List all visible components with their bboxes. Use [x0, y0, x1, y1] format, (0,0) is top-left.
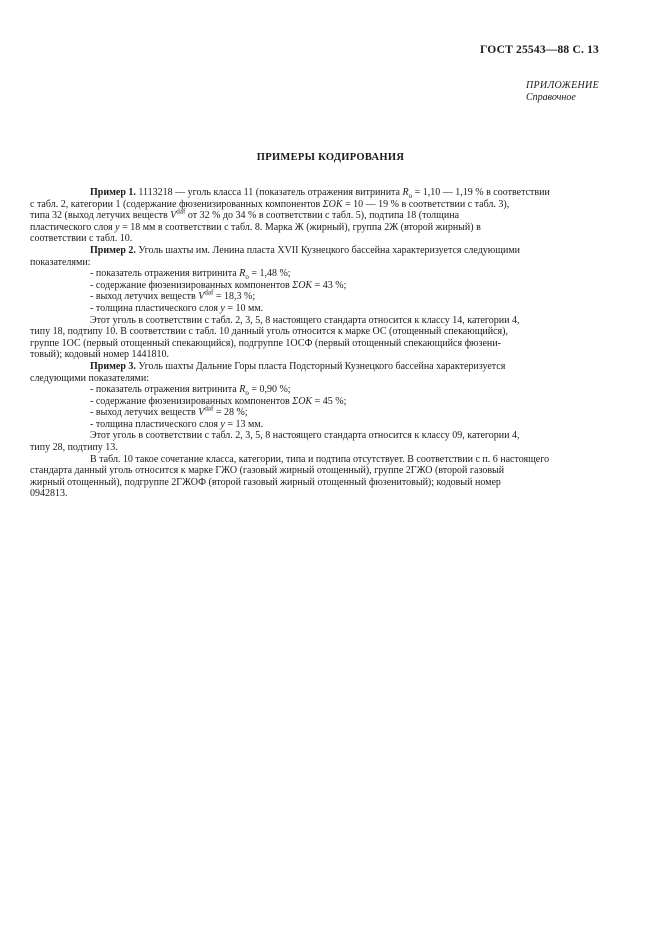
text-line — [30, 222, 598, 234]
bullet-item — [90, 280, 598, 292]
bullet-item — [90, 291, 598, 303]
symbol: ΣOK — [292, 279, 313, 291]
symbol: V — [198, 407, 205, 419]
annex-block — [526, 80, 599, 104]
text-line: стандарта данный уголь относится к марке ГЖО (газовый жирный отощенный), группе 2ГЖО (второй газовый — [30, 465, 505, 477]
annex-type: Справочное — [526, 92, 576, 103]
text-span: = 10 — 19 % в соответствии с табл. 3), — [342, 198, 510, 210]
text-line — [90, 245, 598, 257]
text-span: показатель отражения витринита — [95, 268, 240, 280]
symbol: y — [220, 418, 225, 430]
text-span: толщина пластического слоя — [95, 302, 221, 314]
text-line: Этот уголь в соответствии с табл. 2, 3, 5, 8 настоящего стандарта относится к классу 14, категории 4, — [90, 314, 520, 326]
text-span: с табл. 2, категории 1 (содержание фюзенизированных компонентов — [30, 198, 323, 210]
text-span: выход летучих веществ — [95, 407, 199, 419]
symbol: y — [220, 302, 225, 314]
text-line: показателями: — [30, 256, 91, 268]
bullet-dash: - — [90, 279, 94, 291]
example-3 — [30, 360, 598, 500]
section-title: ПРИМЕРЫ КОДИРОВАНИЯ — [256, 152, 405, 163]
text-span: Уголь шахты Дальние Горы пласта Подсторный Кузнецкого бассейна характеризуется — [135, 360, 506, 372]
symbol: V — [198, 291, 205, 303]
bullet-dash: - — [90, 291, 94, 303]
text-span: = 28 %; — [213, 407, 248, 419]
text-span: = 18,3 %; — [213, 291, 256, 303]
symbol: o — [245, 273, 249, 282]
text-span: содержание фюзенизированных компонентов — [95, 395, 293, 407]
bullet-dash: - — [90, 418, 94, 430]
symbol: R — [239, 384, 246, 396]
example-lead: Пример 1. — [90, 187, 136, 198]
text-line: Этот уголь в соответствии с табл. 2, 3, 5, 8 настоящего стандарта относится к классу 09, категории 4, — [90, 430, 520, 442]
document-body — [30, 187, 598, 500]
example-2 — [30, 244, 598, 361]
text-span: = 1,10 — 1,19 % в соответствии — [412, 187, 550, 198]
text-span: = 18 мм в соответствии с табл. 8. Марка Ж (жирный), группа 2Ж (второй жирный) в — [119, 221, 481, 233]
symbol: daf — [204, 289, 214, 298]
symbol: ΣOK — [292, 395, 313, 407]
bullet-item — [90, 404, 598, 419]
bullet-dash: - — [90, 302, 94, 314]
text-line: В табл. 10 такое сочетание класса, категории, типа и подтипа отсутствует. В соответствии с п. 6 настоящего — [90, 453, 550, 465]
bullet-dash: - — [90, 268, 94, 280]
example-lead: Пример 3. — [90, 360, 136, 372]
symbol: ΣOK — [322, 198, 343, 210]
text-span: = 45 %; — [312, 395, 347, 407]
text-line: товый); кодовый номер 1441810. — [30, 349, 170, 361]
text-span: содержание фюзенизированных компонентов — [95, 279, 293, 291]
symbol: y — [115, 221, 120, 233]
symbol: daf — [204, 404, 214, 413]
example-lead: Пример 2. — [90, 244, 136, 256]
text-span: толщина пластического слоя — [95, 418, 221, 430]
text-span: типа 32 (выход летучих веществ — [30, 210, 171, 222]
bullet-item — [90, 384, 598, 396]
text-span: = 13 мм. — [224, 418, 264, 430]
symbol: R — [239, 268, 246, 280]
text-span: пластического слоя — [30, 221, 116, 233]
text-span: от 32 % до 34 % в соответствии с табл. 5), подтипа 18 (толщина — [185, 210, 460, 222]
text-span: = 43 %; — [312, 279, 347, 291]
annex-label: ПРИЛОЖЕНИЕ — [526, 80, 599, 91]
text-line — [30, 199, 598, 211]
text-line: группе 1ОС (первый отощенный спекающийся), подгруппе 1ОСФ (первый отощенный спекающийся фюзени- — [30, 337, 501, 349]
text-line — [90, 361, 598, 373]
page-header: ГОСТ 25543—88 С. 13 — [480, 44, 599, 56]
bullet-dash: - — [90, 407, 94, 419]
text-line: типу 28, подтипу 13. — [30, 442, 118, 454]
symbol: daf — [176, 207, 186, 216]
symbol: o — [245, 389, 249, 398]
text-line: следующими показателями: — [30, 372, 150, 384]
example-1 — [30, 187, 598, 245]
text-line: 0942813. — [30, 488, 68, 500]
text-span: 1113218 — уголь класса 11 (показатель отражения витринита — [135, 187, 403, 198]
text-span: = 0,90 %; — [248, 384, 291, 396]
text-line — [30, 207, 598, 222]
text-line: типу 18, подтипу 10. В соответствии с табл. 10 данный уголь относится к марке ОС (отощенный спекающийся), — [30, 326, 508, 338]
text-line: соответствии с табл. 10. — [30, 233, 133, 245]
symbol: o — [408, 192, 413, 200]
text-span: = 1,48 %; — [248, 268, 291, 280]
text-span: Уголь шахты им. Ленина пласта XVII Кузнецкого бассейна характеризуется следующими — [135, 244, 521, 256]
bullet-dash: - — [90, 384, 94, 396]
symbol: R — [402, 187, 409, 198]
bullet-item — [90, 268, 598, 280]
symbol: V — [170, 210, 177, 222]
text-span: = 10 мм. — [224, 302, 264, 314]
bullet-item — [90, 303, 598, 315]
text-line — [90, 187, 598, 199]
bullet-item — [90, 396, 598, 408]
text-span: выход летучих веществ — [95, 291, 199, 303]
text-span: показатель отражения витринита — [95, 384, 240, 396]
bullet-item — [90, 419, 598, 431]
text-line: жирный отощенный), подгруппе 2ГЖОФ (второй газовый жирный отощенный фюзенитовый); кодовый номер — [30, 476, 501, 488]
bullet-dash: - — [90, 395, 94, 407]
